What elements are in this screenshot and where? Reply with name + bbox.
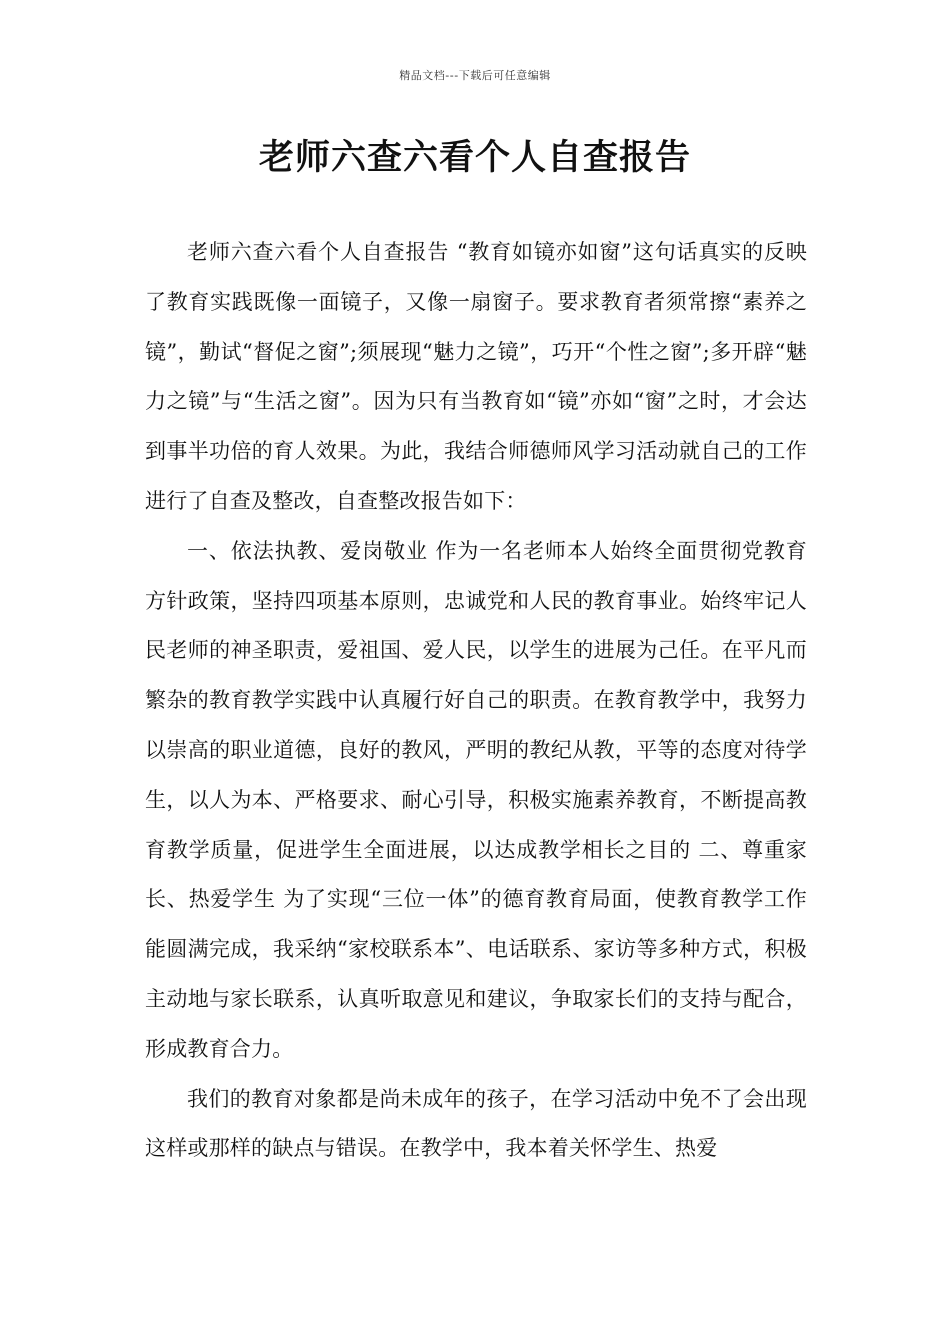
document-body bbox=[145, 228, 807, 1174]
page-header: 精品文档---下载后可任意编辑 bbox=[399, 69, 551, 82]
paragraph-students: 我们的教育对象都是尚未成年的孩子，在学习活动中免不了会出现这样或那样的缺点与错误。在教学中，我本着关怀学生、热爱 bbox=[145, 1086, 807, 1161]
paragraph-section-one-two: 一、依法执教、爱岗敬业 作为一名老师本人始终全面贯彻党教育方针政策，坚持四项基本原则，忠诚党和人民的教育事业。始终牢记人民老师的神圣职责，爱祖国、爱人民，以学生的进展为己任。在平凡而繁杂的教育教学实践中认真履行好自己的职责。在教育教学中，我努力以崇高的职业道德，良好的教风，严明的教纪从教，平等的态度对待学生，以人为本、严格要求、耐心引导，积极实施素养教育，不断提高教育教学质量，促进学生全面进展，以达成教学相长之目的 二、尊重家长、热爱学生 为了实现“三位一体”的德育教育局面，使教育教学工作能圆满完成，我采纳“家校联系本”、电话联系、家访等多种方式，积极主动地与家长联系，认真听取意见和建议，争取家长们的支持与配合，形成教育合力。 bbox=[145, 538, 807, 1061]
document-title: 老师六查六看个人自查报告 bbox=[258, 138, 691, 178]
paragraph-intro: 老师六查六看个人自查报告 “教育如镜亦如窗”这句话真实的反映了教育实践既像一面镜子，又像一扇窗子。要求教育者须常擦“素养之镜”，勤试“督促之窗”;须展现“魅力之镜”，巧开“个性之窗”;多开辟“魅力之镜”与“生活之窗”。因为只有当教育如“镜”亦如“窗”之时，才会达到事半功倍的育人效果。为此，我结合师德师风学习活动就自己的工作进行了自查及整改，自查整改报告如下： bbox=[145, 240, 807, 513]
